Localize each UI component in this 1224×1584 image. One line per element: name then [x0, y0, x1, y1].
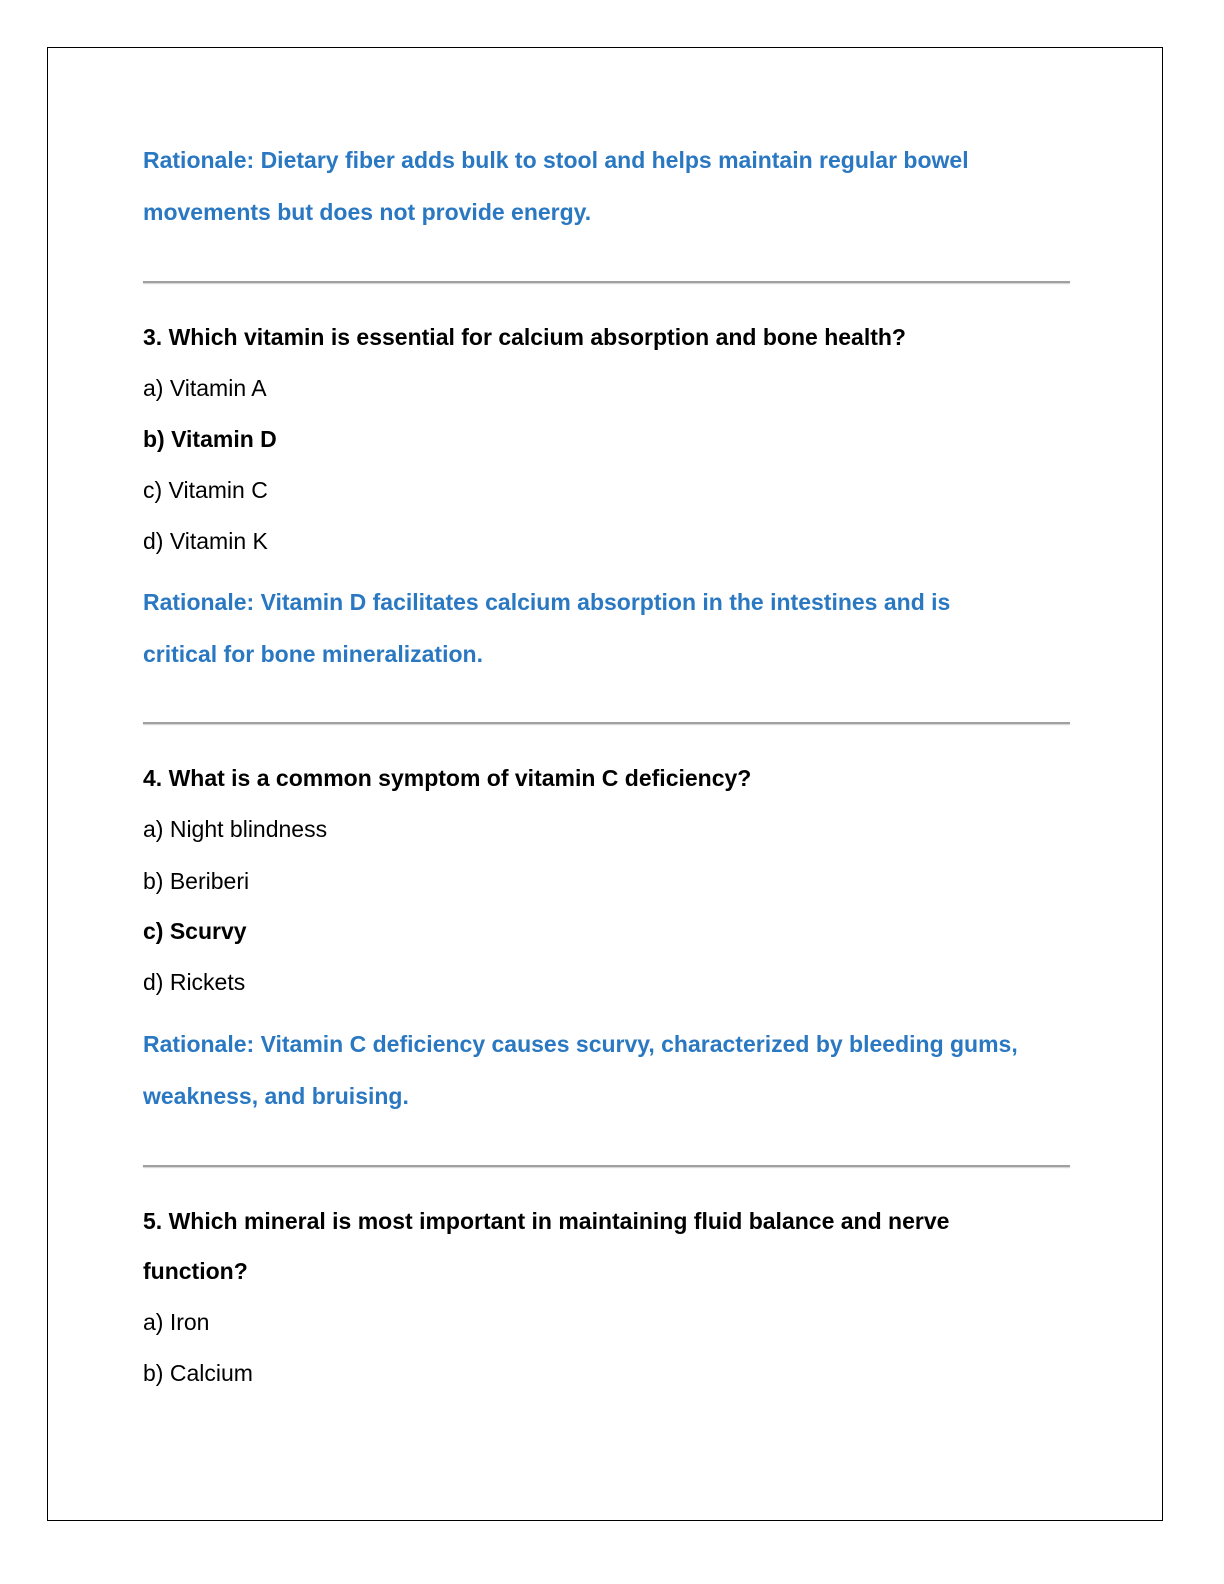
question-3-text: 3. Which vitamin is essential for calcium absorption and bone health? — [143, 324, 906, 350]
section-divider — [143, 722, 1070, 724]
question-4-option-a: a) Night blindness — [143, 816, 328, 842]
question-3-option-d: d) Vitamin K — [143, 528, 268, 554]
rationale-2-line-1: Rationale: Dietary fiber adds bulk to stool and helps maintain regular bowel — [143, 147, 969, 173]
question-4-rationale-line-1: Rationale: Vitamin C deficiency causes scurvy, characterized by bleeding gums, — [143, 1031, 1018, 1057]
question-4-text: 4. What is a common symptom of vitamin C deficiency? — [143, 765, 752, 791]
question-3-option-b-correct: b) Vitamin D — [143, 426, 277, 452]
question-5-option-b: b) Calcium — [143, 1360, 253, 1386]
rationale-2-line-2: movements but does not provide energy. — [143, 199, 592, 225]
question-3-option-c: c) Vitamin C — [143, 477, 268, 503]
section-divider — [143, 281, 1070, 283]
question-5-text-line-2: function? — [143, 1258, 248, 1284]
question-3-option-a: a) Vitamin A — [143, 375, 267, 401]
question-4-rationale-line-2: weakness, and bruising. — [143, 1083, 409, 1109]
question-3-rationale-line-1: Rationale: Vitamin D facilitates calcium absorption in the intestines and is — [143, 589, 951, 615]
question-3-rationale-line-2: critical for bone mineralization. — [143, 641, 483, 667]
question-4-option-b: b) Beriberi — [143, 868, 250, 894]
section-divider — [143, 1165, 1070, 1167]
question-5-text-line-1: 5. Which mineral is most important in maintaining fluid balance and nerve — [143, 1208, 950, 1234]
question-4-option-c-correct: c) Scurvy — [143, 918, 247, 944]
question-5-option-a: a) Iron — [143, 1309, 210, 1335]
question-4-option-d: d) Rickets — [143, 969, 246, 995]
